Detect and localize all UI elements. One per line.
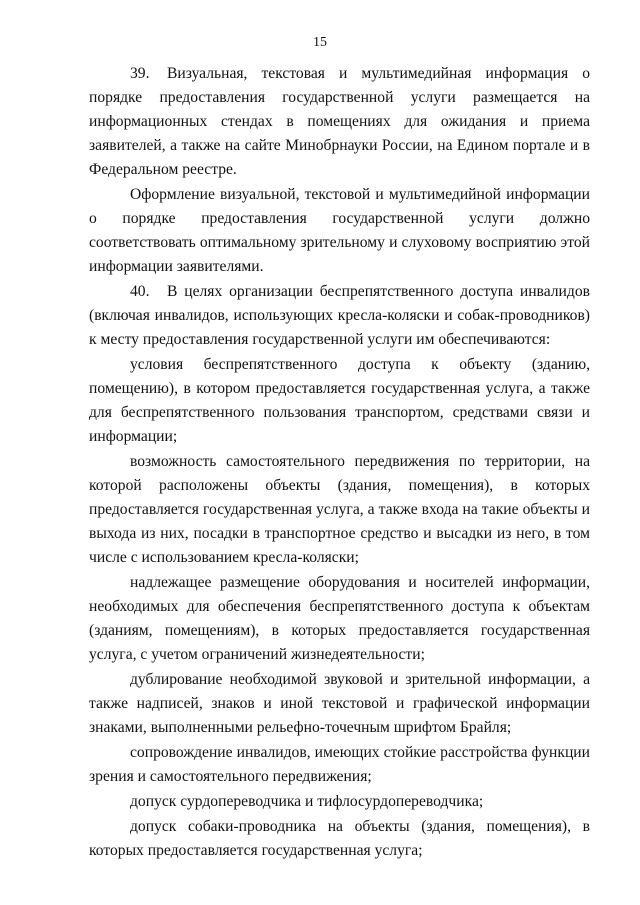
paragraph-text: Визуальная, текстовая и мультимедийная информация о порядке предоставления государственной услуги размещается на информационных стендах в помещениях для ожидания и приема заявителей, а также на сайте Минобрнауки России, на Едином портале и в Федеральном реестре. (89, 65, 590, 178)
paragraph-text: допуск собаки-проводника на объекты (здания, помещения), в которых предоставляется государственная услуга; (89, 818, 590, 859)
paragraph-text: надлежащее размещение оборудования и носителей информации, необходимых для обеспечения беспрепятственного доступа к объектам (зданиям, помещениям), в которых предоставляется государственная услуга, с учетом ограничений жизнедеятельности; (89, 574, 590, 663)
list-item-interpreter (89, 790, 590, 814)
paragraph-text: В целях организации беспрепятственного доступа инвалидов (включая инвалидов, использующих кресла-коляски и собак-проводников) к месту предоставления государственной услуги им обеспечиваются: (89, 283, 590, 348)
paragraph-number: 40. (130, 283, 150, 300)
list-item-duplication (89, 668, 590, 740)
paragraph-visual-design (89, 183, 590, 279)
paragraph-text: условия беспрепятственного доступа к объекту (зданию, помещению), в котором предоставляется государственная услуга, а также для беспрепятственного пользования транспортом, средствами связи и информации; (89, 356, 590, 445)
list-item-movement (89, 450, 590, 570)
document-body (89, 62, 590, 863)
paragraph-text: дублирование необходимой звуковой и зрительной информации, а также надписей, знаков и иной текстовой и графической информации знаками, выполненными рельефно-точечным шрифтом Брайля; (89, 671, 590, 736)
paragraph-text: допуск сурдопереводчика и тифлосурдопереводчика; (130, 793, 484, 810)
paragraph-number: 39. (130, 65, 150, 82)
paragraph-40 (89, 280, 590, 352)
paragraph-text: возможность самостоятельного передвижения по территории, на которой расположены объекты (здания, помещения), в которых предоставляется государственная услуга, а также входа на такие объекты и выхода из них, посадки в транспортное средство и высадки из него, в том числе с использованием кресла-коляски; (89, 453, 590, 566)
page-number: 15 (313, 35, 327, 50)
list-item-equipment-placement (89, 571, 590, 667)
list-item-escort (89, 741, 590, 789)
paragraph-text: сопровождение инвалидов, имеющих стойкие расстройства функции зрения и самостоятельного передвижения; (89, 744, 590, 785)
paragraph-39 (89, 62, 590, 182)
list-item-access-conditions (89, 353, 590, 449)
paragraph-text: Оформление визуальной, текстовой и мультимедийной информации о порядке предоставления государственной услуги должно соответствовать оптимальному зрительному и слуховому восприятию этой информации заявителями. (89, 186, 590, 275)
list-item-guide-dog (89, 815, 590, 863)
